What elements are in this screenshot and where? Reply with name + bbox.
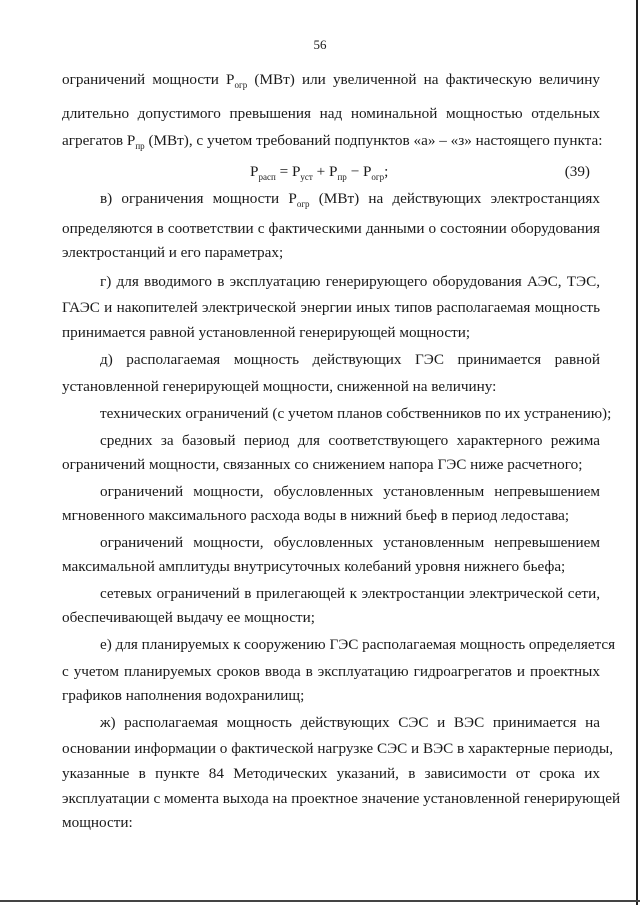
text-line: графиков наполнения водохранилищ; [62,687,305,704]
text-line: установленной генерирующей мощности, сниженной на величину: [62,378,497,395]
page-number: 56 [313,37,327,52]
text-line: принимается равной установленной генерирующей мощности; [62,324,471,341]
text-line: мощности: [62,814,133,831]
text-line: максимальной амплитуды внутрисуточных колебаний уровня нижнего бьефа; [62,558,566,575]
text-line: указанные в пункте 84 Методических указаний, в зависимости от срока их [62,765,600,782]
scan-edge-bottom [0,900,640,902]
text-line: обеспечивающей выдачу ее мощности; [62,609,315,626]
text-line: ограничений мощности $P_{огр}$ (МВт) или увеличенной на фактическую величину [62,71,600,90]
text-line: с учетом планируемых сроков ввода в эксплуатацию гидроагрегатов и проектных [62,663,600,680]
text-line: определяются в соответствии с фактическими данными о состоянии оборудования [62,220,600,237]
text-line: длительно допустимого превышения над номинальной мощностью отдельных [62,105,600,122]
scan-edge-right [636,0,638,905]
text-line: ограничений мощности, связанных со снижением напора ГЭС ниже расчетного; [62,456,583,473]
text-line: д) располагаемая мощность действующих ГЭС принимается равной [100,351,600,368]
text-line: основании информации о фактической нагрузке СЭС и ВЭС в характерные периоды, [62,740,613,757]
text-line: ограничений мощности, обусловленных установленным непревышением [100,483,600,500]
text-line: сетевых ограничений в прилегающей к электростанции электрической сети, [100,585,600,602]
text-line: ограничений мощности, обусловленных установленным непревышением [100,534,600,551]
text-line: е) для планируемых к сооружению ГЭС располагаемая мощность определяется [100,636,616,653]
formula-39: $P_{расп} = P_{уст} + P_{пр} - P_{огр}$; [250,163,389,182]
text-line: электростанций и его параметрах; [62,244,284,261]
text-line: в) ограничения мощности $P_{огр}$ (МВт) на действующих электростанциях [100,190,601,209]
text-line: ГАЭС и накопителей электрической энергии иных типов располагаемая мощность [62,299,600,316]
text-line: средних за базовый период для соответствующего характерного режима [100,432,600,449]
text-line: мгновенного максимального расхода воды в нижний бьеф в период ледостава; [62,507,570,524]
text-line: агрегатов $P_{пр}$ (МВт), с учетом требований подпунктов «а» – «з» настоящего пункта: [62,132,603,151]
text-line: г) для вводимого в эксплуатацию генерирующего оборудования АЭС, ТЭС, [100,273,600,290]
text-line: эксплуатации с момента выхода на проектное значение установленной генерирующей [62,790,621,807]
text-line: ж) располагаемая мощность действующих СЭС и ВЭС принимается на [100,714,600,731]
text-line: технических ограничений (с учетом планов собственников по их устранению); [100,405,612,422]
equation-number: (39) [564,163,590,180]
